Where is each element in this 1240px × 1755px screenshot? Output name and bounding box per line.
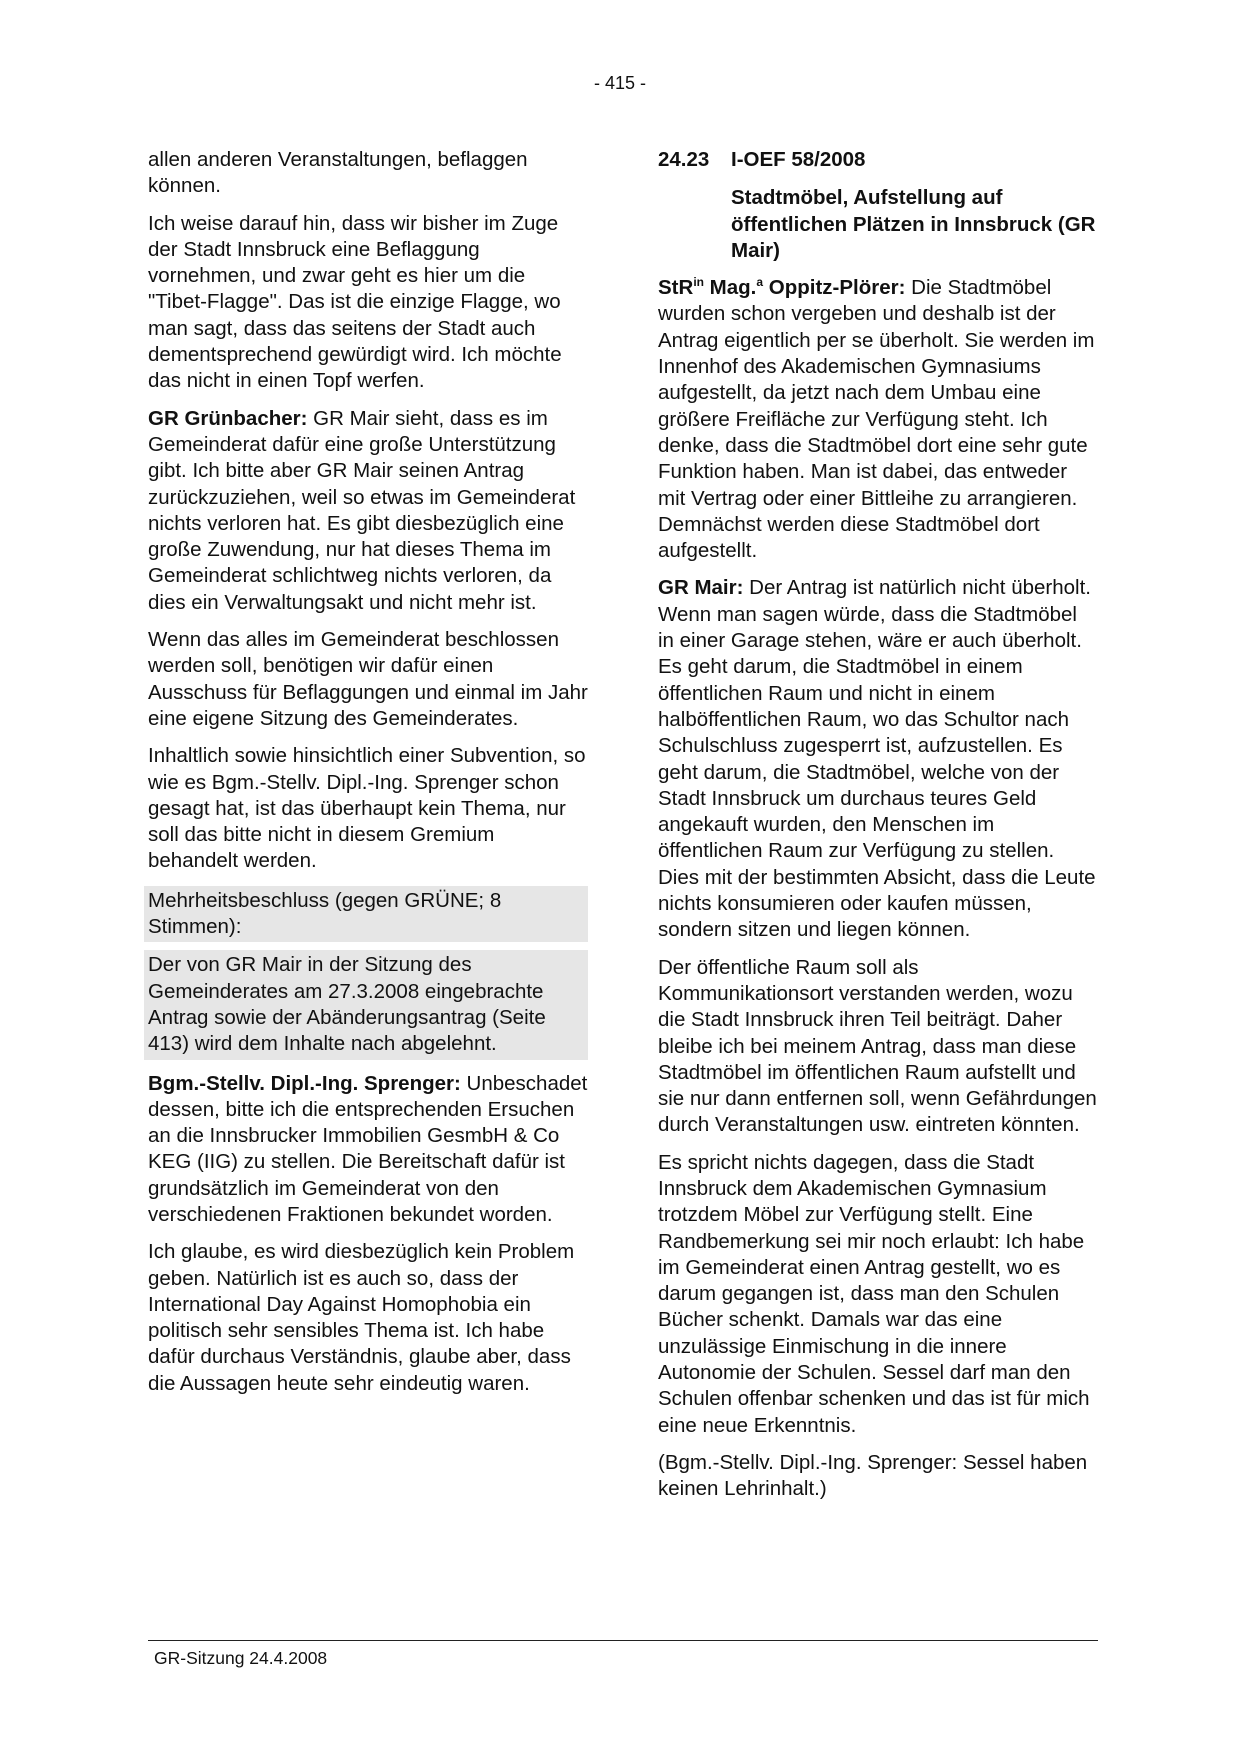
speech-paragraph xyxy=(148,1071,588,1229)
resolution-text: Der von GR Mair in der Sitzung des Gemeinderates am 27.3.2008 eingebrachte Antrag sowie der Abänderungsantrag (Seite 413) wird dem Inhalte nach abgelehnt. xyxy=(148,953,546,1056)
agenda-title: Stadtmöbel, Aufstellung auf öffentlichen Plätzen in Innsbruck (GR Mair) xyxy=(731,186,1096,262)
left-column xyxy=(148,147,588,1408)
interjection: (Bgm.-Stellv. Dipl.-Ing. Sprenger: Sessel haben keinen Lehrinhalt.) xyxy=(658,1450,1088,1501)
paragraph: Es spricht nichts dagegen, dass die Stadt Innsbruck dem Akademischen Gymnasium trotzdem Möbel zur Verfügung stellt. Eine Randbemerkung sei mir noch erlaubt: Ich habe im Gemeinderat einen Antrag gestellt, wo es darum gegangen ist, dass man den Schulen Bücher schenkt. Damals war das eine unzulässige Einmischung in die innere Autonomie der Schulen. Sessel darf man den Schulen offenbar schenken und das ist für mich eine neue Erkenntnis. xyxy=(658,1150,1090,1437)
speech-paragraph xyxy=(658,275,1098,564)
agenda-heading xyxy=(658,147,1098,173)
footer-session-date: GR-Sitzung 24.4.2008 xyxy=(154,1648,328,1668)
speaker-name xyxy=(658,276,905,299)
speaker-name: GR Mair: xyxy=(658,576,744,600)
resolution-box-text xyxy=(144,950,588,1059)
resolution-box-vote xyxy=(144,886,588,943)
speaker-surname: Oppitz-Plörer: xyxy=(763,276,906,300)
page-number: - 415 - xyxy=(593,73,647,93)
speaker-degree-suffix: a xyxy=(756,275,764,290)
speaker-title: StR xyxy=(658,276,694,300)
resolution-vote: Mehrheitsbeschluss (gegen GRÜNE; 8 Stimmen): xyxy=(148,888,502,939)
resolution-block xyxy=(148,886,588,1060)
paragraph: allen anderen Veranstaltungen, beflaggen können. xyxy=(148,148,528,198)
paragraph: Ich weise darauf hin, dass wir bisher im Zuge der Stadt Innsbruck eine Beflaggung vornehmen, und zwar geht es hier um die "Tibet-Flagge". Das ist die einzige Flagge, wo man sagt, dass das seitens der Stadt auch dementsprechend gewürdigt wird. Ich möchte das nicht in einen Topf werfen. xyxy=(148,211,562,393)
agenda-number: 24.23 xyxy=(658,148,710,171)
speech-text: Der Antrag ist natürlich nicht überholt. Wenn man sagen würde, dass die Stadtmöbel in einer Garage stehen, wäre er auch überholt. Es geht darum, die Stadtmöbel in einem öffentlichen Raum und nicht in einem halböffentlichen Raum, wo das Schultor nach Schulschluss zugesperrt ist, aufzustellen. Es geht darum, die Stadtmöbel, welche von der Stadt Innsbruck um durchaus teures Geld angekauft wurden, den Menschen im öffentlichen Raum zur Verfügung zu stellen. Dies mit der bestimmten Absicht, dass die Leute nichts konsumieren oder kaufen müssen, sondern sitzen und liegen können. xyxy=(658,576,1096,942)
speech-text: GR Mair sieht, dass es im Gemeinderat dafür eine große Unterstützung gibt. Ich bitte aber GR Mair seinen Antrag zurückzuziehen, weil so etwas im Gemeinderat nichts verloren hat. Es gibt diesbezüglich eine große Zuwendung, nur hat dieses Thema im Gemeinderat schlichtweg nichts verloren, da dies ein Verwaltungsakt und nicht mehr ist. xyxy=(148,406,576,614)
speaker-name: Bgm.-Stellv. Dipl.-Ing. Sprenger: xyxy=(148,1071,461,1095)
paragraph: Wenn das alles im Gemeinderat beschlossen werden soll, benötigen wir dafür einen Ausschuss für Beflaggungen und einmal im Jahr eine eigene Sitzung des Gemeinderates. xyxy=(148,628,588,730)
footer-divider xyxy=(148,1640,1098,1641)
speech-paragraph xyxy=(658,575,1098,943)
paragraph: Ich glaube, es wird diesbezüglich kein Problem geben. Natürlich ist es auch so, dass der International Day Against Homophobia ein politisch sehr sensibles Thema ist. Ich habe dafür durchaus Verständnis, glaube aber, dass die Aussagen heute sehr eindeutig waren. xyxy=(148,1240,575,1395)
speech-text: Die Stadtmöbel wurden schon vergeben und deshalb ist der Antrag eigentlich per se überholt. Sie werden im Innenhof des Akademischen Gymnasiums aufgestellt, da jetzt nach dem Umbau eine größere Freifläche zur Verfügung steht. Ich denke, dass die Stadtmöbel dort eine sehr gute Funktion haben. Man ist dabei, das entweder mit Vertrag oder einer Bittleihe zu arrangieren. Demnächst werden diese Stadtmöbel dort aufgestellt. xyxy=(658,276,1095,563)
speech-text: Unbeschadet dessen, bitte ich die entsprechenden Ersuchen an die Innsbrucker Immobilien GesmbH & Co KEG (IIG) zu stellen. Die Bereitschaft dafür ist grundsätzlich im Gemeinderat von den verschiedenen Fraktionen bekundet worden. xyxy=(148,1071,588,1226)
speech-paragraph xyxy=(148,406,588,616)
speaker-title-suffix: in xyxy=(693,275,704,290)
speaker-name: GR Grünbacher: xyxy=(148,406,308,430)
speaker-degree: Mag. xyxy=(703,276,757,300)
paragraph: Inhaltlich sowie hinsichtlich einer Subvention, so wie es Bgm.-Stellv. Dipl.-Ing. Sprenger schon gesagt hat, ist das überhaupt kein Thema, nur soll das bitte nicht in diesem Gremium behandelt werden. xyxy=(148,744,586,873)
agenda-code: I-OEF 58/2008 xyxy=(731,148,866,171)
right-column xyxy=(658,147,1098,1514)
paragraph: Der öffentliche Raum soll als Kommunikationsort verstanden werden, wozu die Stadt Innsbruck ihren Teil beiträgt. Daher bleibe ich bei meinem Antrag, dass man diese Stadtmöbel im öffentlichen Raum aufstellt und sie nur dann entfernen soll, wenn Gefährdungen durch Veranstaltungen usw. eintreten könnten. xyxy=(658,955,1097,1137)
